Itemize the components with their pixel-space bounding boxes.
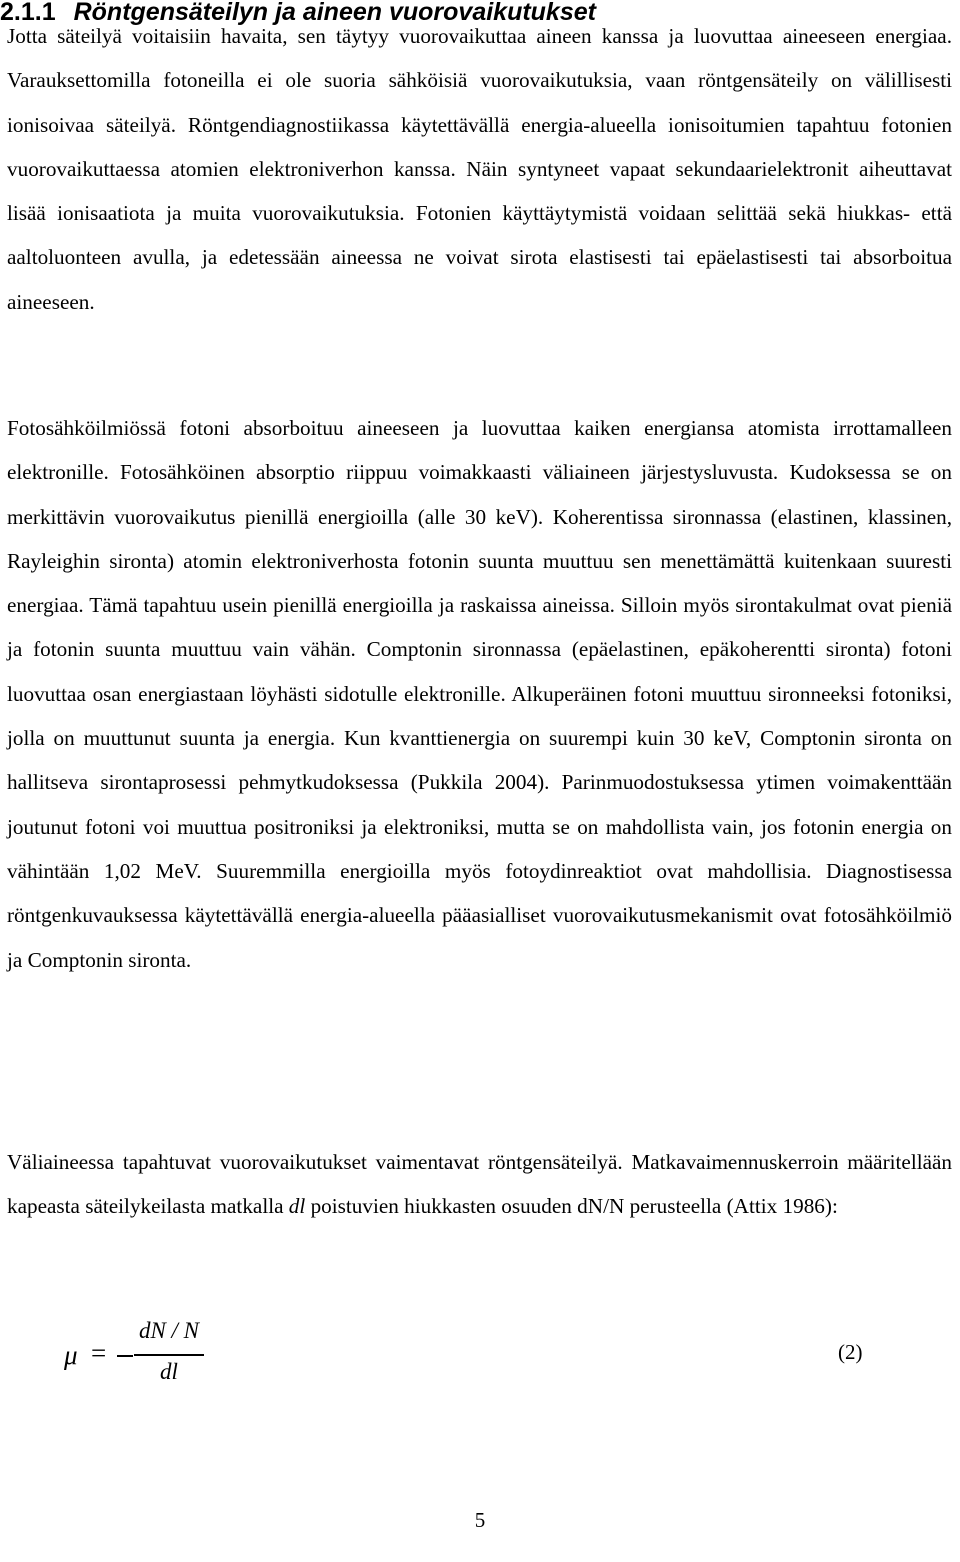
page-number: 5 <box>474 1508 486 1532</box>
equation-number: (2) <box>838 1340 863 1364</box>
equation-minus <box>117 1355 133 1357</box>
paragraph-3-text-b: poistuvien hiukkasten osuuden <box>305 1194 578 1219</box>
section-title: Röntgensäteilyn ja aineen vuorovaikutukset <box>73 0 596 26</box>
variable-dl: dl <box>288 1194 306 1219</box>
equation-numerator: dN / N <box>138 1318 200 1343</box>
equation-2 <box>0 1318 960 1398</box>
paragraph-3-text-c: perusteella (Attix 1986): <box>624 1194 838 1219</box>
paragraph-3-text-a: Väliaineessa tapahtuvat vuorovaikutukset vaimentavat röntgensäteilyä. Matkavaimennuskerroin määritellään kapeasta säteilykeilasta matkalla <box>7 1150 952 1219</box>
equation-denominator: dl <box>160 1359 178 1384</box>
section-number: 2.1.1 <box>0 0 56 26</box>
paragraph-3 <box>7 1140 952 1229</box>
equation-lhs: μ <box>64 1340 78 1370</box>
fraction-bar <box>134 1354 204 1356</box>
equation-equals: = <box>91 1338 107 1368</box>
variable-dn-over-n: dN/N <box>577 1194 625 1219</box>
paragraph-2: Fotosähköilmiössä fotoni absorboituu aineeseen ja luovuttaa kaiken energiansa atomista irrottamalleen elektronille. Fotosähköinen absorptio riippuu voimakkaasti väliaineen järjestysluvusta. Kudoksessa se on merkittävin vuorovaikutus pienillä energioilla (alle 30 keV). Koherentissa sironnassa (elastinen, klassinen, Rayleighin sironta) atomin elektroniverhosta fotonin suunta muuttuu sen menettämättä kuitenkaan suuresti energiaa. Tämä tapahtuu usein pienillä energioilla ja raskaissa aineissa. Silloin myös sirontakulmat ovat pieniä ja fotonin suunta muuttuu vain vähän. Comptonin sironnassa (epäelastinen, epäkoherentti sironta) fotoni luovuttaa osan energiastaan löyhästi sidotulle elektronille. Alkuperäinen fotoni muuttuu sironneeksi fotoniksi, jolla on muuttunut suunta ja energia. Kun kvanttienergia on suurempi kuin 30 keV, Comptonin sironta on hallitseva sirontaprosessi pehmytkudoksessa (Pukkila 2004). Parinmuodostuksessa ytimen voimakenttään joutunut fotoni voi muuttua positroniksi ja elektroniksi, mutta se on mahdollista vain, jos fotonin energia on vähintään 1,02 MeV. Suuremmilla energioilla myös fotoydinreaktiot ovat mahdollisia. Diagnostisessa röntgenkuvauksessa käytettävällä energia-alueella pääasialliset vuorovaikutusmekanismit ovat fotosähköilmiö ja Comptonin sironta. <box>7 416 952 972</box>
paragraph-1: Jotta säteilyä voitaisiin havaita, sen täytyy vuorovaikuttaa aineen kanssa ja luovuttaa aineeseen energiaa. Varauksettomilla fotoneilla ei ole suoria sähköisiä vuorovaikutuksia, vaan röntgensäteily on välillisesti ionisoivaa säteilyä. Röntgendiagnostiikassa käytettävällä energia-alueella ionisoitumien tapahtuu fotonien vuorovaikuttaessa atomien elektroniverhon kanssa. Näin syntyneet vapaat sekundaarielektronit aiheuttavat lisää ionisaatiota ja muita vuorovaikutuksia. Fotonien käyttäytymistä voidaan selittää sekä hiukkas- että aaltoluonteen avulla, ja edetessään aineessa ne voivat sirota elastisesti tai epäelastisesti tai absorboitua aineeseen. <box>7 24 952 314</box>
